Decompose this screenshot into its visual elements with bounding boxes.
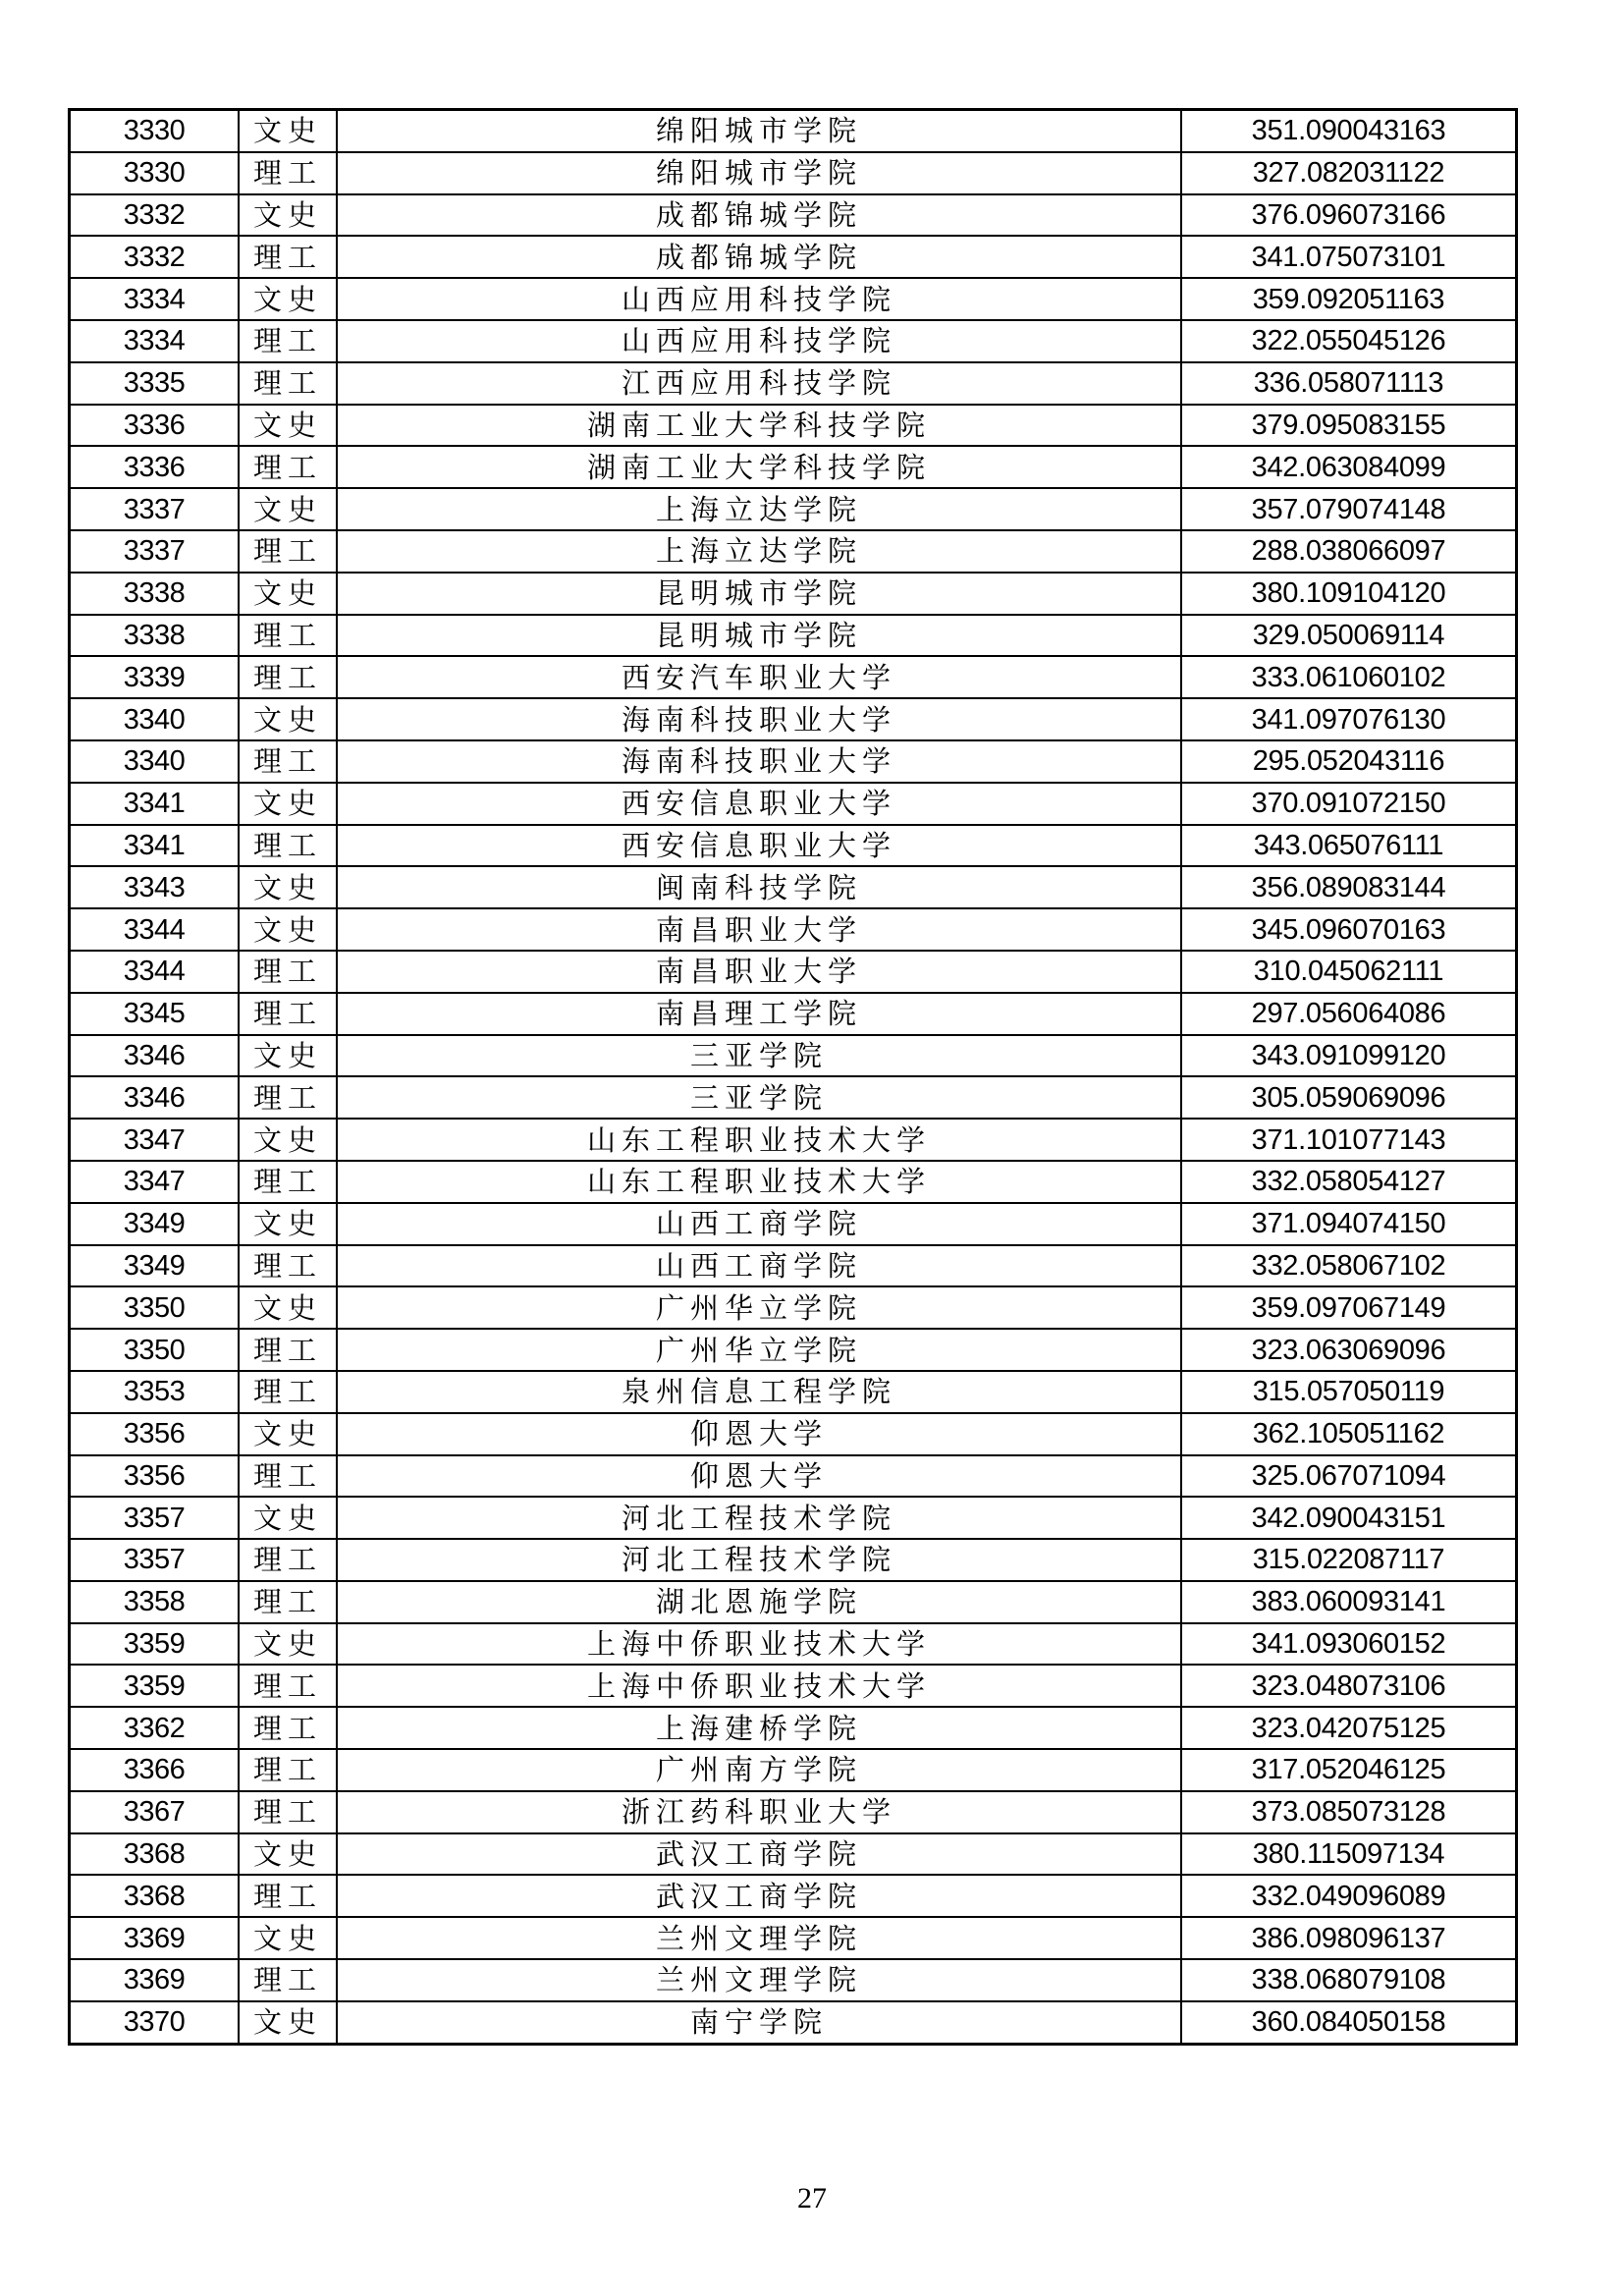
school-code-cell: 3356 <box>70 1455 240 1498</box>
score-cell: 317.052046125 <box>1181 1749 1517 1791</box>
table-row <box>70 573 1517 615</box>
category-cell: 理工 <box>239 951 337 993</box>
category-cell: 文史 <box>239 908 337 951</box>
category-cell: 理工 <box>239 446 337 488</box>
category-cell: 理工 <box>239 530 337 573</box>
school-code-cell: 3369 <box>70 1917 240 1959</box>
score-cell: 342.063084099 <box>1181 446 1517 488</box>
table-row <box>70 362 1517 405</box>
table-row <box>70 1959 1517 2001</box>
category-cell: 理工 <box>239 656 337 698</box>
school-name-cell: 江西应用科技学院 <box>337 362 1181 405</box>
school-code-cell: 3339 <box>70 656 240 698</box>
category-cell: 文史 <box>239 866 337 908</box>
table-row <box>70 1833 1517 1876</box>
category-cell: 理工 <box>239 1245 337 1287</box>
school-code-cell: 3349 <box>70 1245 240 1287</box>
school-code-cell: 3350 <box>70 1329 240 1371</box>
school-code-cell: 3368 <box>70 1833 240 1876</box>
school-code-cell: 3336 <box>70 405 240 447</box>
table-row <box>70 1623 1517 1666</box>
school-code-cell: 3357 <box>70 1497 240 1539</box>
school-name-cell: 山西应用科技学院 <box>337 278 1181 320</box>
score-cell: 297.056064086 <box>1181 993 1517 1035</box>
category-cell: 文史 <box>239 110 337 152</box>
school-code-cell: 3347 <box>70 1119 240 1161</box>
school-code-cell: 3340 <box>70 698 240 740</box>
table-row <box>70 1329 1517 1371</box>
table-row <box>70 278 1517 320</box>
score-cell: 360.084050158 <box>1181 2001 1517 2044</box>
school-code-cell: 3346 <box>70 1076 240 1119</box>
score-cell: 359.092051163 <box>1181 278 1517 320</box>
school-code-cell: 3340 <box>70 740 240 783</box>
school-code-cell: 3335 <box>70 362 240 405</box>
school-code-cell: 3332 <box>70 194 240 237</box>
school-name-cell: 山西工商学院 <box>337 1203 1181 1245</box>
table-row <box>70 783 1517 825</box>
category-cell: 文史 <box>239 1623 337 1666</box>
school-name-cell: 绵阳城市学院 <box>337 110 1181 152</box>
category-cell: 文史 <box>239 1833 337 1876</box>
category-cell: 理工 <box>239 1581 337 1623</box>
school-name-cell: 昆明城市学院 <box>337 615 1181 657</box>
category-cell: 文史 <box>239 573 337 615</box>
school-name-cell: 上海中侨职业技术大学 <box>337 1665 1181 1707</box>
school-code-cell: 3338 <box>70 615 240 657</box>
school-name-cell: 三亚学院 <box>337 1035 1181 1077</box>
school-name-cell: 西安信息职业大学 <box>337 783 1181 825</box>
school-name-cell: 上海建桥学院 <box>337 1707 1181 1749</box>
category-cell: 理工 <box>239 362 337 405</box>
school-name-cell: 山西应用科技学院 <box>337 320 1181 362</box>
table-row <box>70 530 1517 573</box>
score-cell: 323.048073106 <box>1181 1665 1517 1707</box>
school-name-cell: 湖北恩施学院 <box>337 1581 1181 1623</box>
score-cell: 342.090043151 <box>1181 1497 1517 1539</box>
category-cell: 文史 <box>239 1286 337 1329</box>
category-cell: 理工 <box>239 1875 337 1917</box>
school-code-cell: 3367 <box>70 1791 240 1833</box>
score-cell: 345.096070163 <box>1181 908 1517 951</box>
score-cell: 332.049096089 <box>1181 1875 1517 1917</box>
school-code-cell: 3350 <box>70 1286 240 1329</box>
category-cell: 理工 <box>239 1329 337 1371</box>
school-code-cell: 3359 <box>70 1623 240 1666</box>
table-row <box>70 1581 1517 1623</box>
category-cell: 理工 <box>239 236 337 278</box>
table-row <box>70 194 1517 237</box>
score-cell: 357.079074148 <box>1181 488 1517 530</box>
school-name-cell: 兰州文理学院 <box>337 1917 1181 1959</box>
category-cell: 理工 <box>239 1749 337 1791</box>
school-code-cell: 3344 <box>70 951 240 993</box>
category-cell: 文史 <box>239 488 337 530</box>
table-row <box>70 1119 1517 1161</box>
school-name-cell: 海南科技职业大学 <box>337 698 1181 740</box>
school-code-cell: 3368 <box>70 1875 240 1917</box>
category-cell: 理工 <box>239 1665 337 1707</box>
score-cell: 343.065076111 <box>1181 825 1517 867</box>
school-name-cell: 泉州信息工程学院 <box>337 1371 1181 1413</box>
school-name-cell: 成都锦城学院 <box>337 194 1181 237</box>
category-cell: 理工 <box>239 1076 337 1119</box>
school-name-cell: 河北工程技术学院 <box>337 1497 1181 1539</box>
school-name-cell: 仰恩大学 <box>337 1455 1181 1498</box>
school-name-cell: 广州华立学院 <box>337 1329 1181 1371</box>
table-row <box>70 446 1517 488</box>
school-name-cell: 南昌职业大学 <box>337 951 1181 993</box>
category-cell: 文史 <box>239 1917 337 1959</box>
school-name-cell: 绵阳城市学院 <box>337 152 1181 194</box>
category-cell: 文史 <box>239 1035 337 1077</box>
school-code-cell: 3353 <box>70 1371 240 1413</box>
school-code-cell: 3347 <box>70 1161 240 1203</box>
school-name-cell: 河北工程技术学院 <box>337 1539 1181 1581</box>
school-code-cell: 3343 <box>70 866 240 908</box>
score-cell: 315.057050119 <box>1181 1371 1517 1413</box>
school-code-cell: 3337 <box>70 488 240 530</box>
table-row <box>70 152 1517 194</box>
school-name-cell: 昆明城市学院 <box>337 573 1181 615</box>
school-name-cell: 湖南工业大学科技学院 <box>337 446 1181 488</box>
score-cell: 380.109104120 <box>1181 573 1517 615</box>
admission-score-table <box>68 108 1518 2046</box>
category-cell: 文史 <box>239 783 337 825</box>
school-code-cell: 3330 <box>70 152 240 194</box>
school-code-cell: 3337 <box>70 530 240 573</box>
category-cell: 文史 <box>239 194 337 237</box>
score-cell: 379.095083155 <box>1181 405 1517 447</box>
school-code-cell: 3332 <box>70 236 240 278</box>
score-cell: 305.059069096 <box>1181 1076 1517 1119</box>
school-code-cell: 3356 <box>70 1413 240 1455</box>
category-cell: 理工 <box>239 152 337 194</box>
school-code-cell: 3358 <box>70 1581 240 1623</box>
school-name-cell: 武汉工商学院 <box>337 1875 1181 1917</box>
category-cell: 文史 <box>239 1497 337 1539</box>
table-row <box>70 993 1517 1035</box>
score-cell: 322.055045126 <box>1181 320 1517 362</box>
category-cell: 理工 <box>239 993 337 1035</box>
table-row <box>70 1413 1517 1455</box>
school-name-cell: 西安汽车职业大学 <box>337 656 1181 698</box>
table-row <box>70 1203 1517 1245</box>
category-cell: 文史 <box>239 1413 337 1455</box>
school-code-cell: 3362 <box>70 1707 240 1749</box>
table-row <box>70 908 1517 951</box>
score-cell: 329.050069114 <box>1181 615 1517 657</box>
score-cell: 362.105051162 <box>1181 1413 1517 1455</box>
category-cell: 文史 <box>239 278 337 320</box>
score-cell: 310.045062111 <box>1181 951 1517 993</box>
category-cell: 理工 <box>239 1707 337 1749</box>
score-cell: 373.085073128 <box>1181 1791 1517 1833</box>
admission-score-table-container <box>68 108 1508 2046</box>
school-name-cell: 成都锦城学院 <box>337 236 1181 278</box>
category-cell: 文史 <box>239 698 337 740</box>
category-cell: 文史 <box>239 1203 337 1245</box>
school-code-cell: 3345 <box>70 993 240 1035</box>
score-cell: 356.089083144 <box>1181 866 1517 908</box>
score-cell: 288.038066097 <box>1181 530 1517 573</box>
category-cell: 理工 <box>239 740 337 783</box>
score-cell: 315.022087117 <box>1181 1539 1517 1581</box>
score-cell: 325.067071094 <box>1181 1455 1517 1498</box>
school-code-cell: 3369 <box>70 1959 240 2001</box>
score-cell: 351.090043163 <box>1181 110 1517 152</box>
table-row <box>70 1791 1517 1833</box>
score-cell: 332.058067102 <box>1181 1245 1517 1287</box>
table-row <box>70 1161 1517 1203</box>
category-cell: 理工 <box>239 1539 337 1581</box>
category-cell: 理工 <box>239 1161 337 1203</box>
table-row <box>70 1749 1517 1791</box>
school-name-cell: 上海中侨职业技术大学 <box>337 1623 1181 1666</box>
school-name-cell: 上海立达学院 <box>337 488 1181 530</box>
table-row <box>70 656 1517 698</box>
school-name-cell: 西安信息职业大学 <box>337 825 1181 867</box>
category-cell: 文史 <box>239 2001 337 2044</box>
table-row <box>70 825 1517 867</box>
school-name-cell: 南昌理工学院 <box>337 993 1181 1035</box>
score-cell: 376.096073166 <box>1181 194 1517 237</box>
school-name-cell: 南昌职业大学 <box>337 908 1181 951</box>
score-cell: 341.075073101 <box>1181 236 1517 278</box>
school-code-cell: 3341 <box>70 783 240 825</box>
table-row <box>70 1035 1517 1077</box>
table-row <box>70 1286 1517 1329</box>
category-cell: 文史 <box>239 1119 337 1161</box>
school-code-cell: 3341 <box>70 825 240 867</box>
school-code-cell: 3346 <box>70 1035 240 1077</box>
school-name-cell: 山西工商学院 <box>337 1245 1181 1287</box>
score-cell: 371.101077143 <box>1181 1119 1517 1161</box>
school-name-cell: 上海立达学院 <box>337 530 1181 573</box>
table-row <box>70 615 1517 657</box>
school-code-cell: 3330 <box>70 110 240 152</box>
category-cell: 理工 <box>239 1371 337 1413</box>
score-cell: 333.061060102 <box>1181 656 1517 698</box>
table-row <box>70 320 1517 362</box>
table-row <box>70 1497 1517 1539</box>
score-cell: 341.097076130 <box>1181 698 1517 740</box>
table-row <box>70 1665 1517 1707</box>
school-name-cell: 南宁学院 <box>337 2001 1181 2044</box>
table-body <box>70 110 1517 2045</box>
school-code-cell: 3334 <box>70 278 240 320</box>
score-cell: 327.082031122 <box>1181 152 1517 194</box>
table-row <box>70 236 1517 278</box>
school-code-cell: 3359 <box>70 1665 240 1707</box>
score-cell: 343.091099120 <box>1181 1035 1517 1077</box>
school-name-cell: 山东工程职业技术大学 <box>337 1119 1181 1161</box>
score-cell: 336.058071113 <box>1181 362 1517 405</box>
score-cell: 386.098096137 <box>1181 1917 1517 1959</box>
table-row <box>70 110 1517 152</box>
table-row <box>70 951 1517 993</box>
school-code-cell: 3366 <box>70 1749 240 1791</box>
school-name-cell: 湖南工业大学科技学院 <box>337 405 1181 447</box>
category-cell: 文史 <box>239 405 337 447</box>
school-code-cell: 3338 <box>70 573 240 615</box>
score-cell: 359.097067149 <box>1181 1286 1517 1329</box>
category-cell: 理工 <box>239 1791 337 1833</box>
school-name-cell: 广州南方学院 <box>337 1749 1181 1791</box>
table-row <box>70 1245 1517 1287</box>
score-cell: 370.091072150 <box>1181 783 1517 825</box>
table-row <box>70 405 1517 447</box>
category-cell: 理工 <box>239 320 337 362</box>
school-code-cell: 3336 <box>70 446 240 488</box>
table-row <box>70 1707 1517 1749</box>
school-code-cell: 3357 <box>70 1539 240 1581</box>
category-cell: 理工 <box>239 1959 337 2001</box>
table-row <box>70 1875 1517 1917</box>
school-code-cell: 3370 <box>70 2001 240 2044</box>
table-row <box>70 1076 1517 1119</box>
score-cell: 332.058054127 <box>1181 1161 1517 1203</box>
table-row <box>70 1455 1517 1498</box>
table-row <box>70 1539 1517 1581</box>
school-name-cell: 闽南科技学院 <box>337 866 1181 908</box>
school-code-cell: 3344 <box>70 908 240 951</box>
table-row <box>70 2001 1517 2044</box>
table-row <box>70 488 1517 530</box>
table-row <box>70 1371 1517 1413</box>
score-cell: 295.052043116 <box>1181 740 1517 783</box>
table-row <box>70 740 1517 783</box>
category-cell: 理工 <box>239 825 337 867</box>
category-cell: 理工 <box>239 615 337 657</box>
table-row <box>70 866 1517 908</box>
page-number: 27 <box>797 2182 827 2214</box>
score-cell: 323.063069096 <box>1181 1329 1517 1371</box>
school-name-cell: 仰恩大学 <box>337 1413 1181 1455</box>
school-code-cell: 3334 <box>70 320 240 362</box>
school-name-cell: 三亚学院 <box>337 1076 1181 1119</box>
score-cell: 323.042075125 <box>1181 1707 1517 1749</box>
category-cell: 理工 <box>239 1455 337 1498</box>
school-name-cell: 浙江药科职业大学 <box>337 1791 1181 1833</box>
school-name-cell: 兰州文理学院 <box>337 1959 1181 2001</box>
table-row <box>70 1917 1517 1959</box>
school-name-cell: 海南科技职业大学 <box>337 740 1181 783</box>
table-row <box>70 698 1517 740</box>
score-cell: 383.060093141 <box>1181 1581 1517 1623</box>
score-cell: 380.115097134 <box>1181 1833 1517 1876</box>
school-code-cell: 3349 <box>70 1203 240 1245</box>
school-name-cell: 武汉工商学院 <box>337 1833 1181 1876</box>
score-cell: 341.093060152 <box>1181 1623 1517 1666</box>
school-name-cell: 山东工程职业技术大学 <box>337 1161 1181 1203</box>
score-cell: 338.068079108 <box>1181 1959 1517 2001</box>
score-cell: 371.094074150 <box>1181 1203 1517 1245</box>
school-name-cell: 广州华立学院 <box>337 1286 1181 1329</box>
